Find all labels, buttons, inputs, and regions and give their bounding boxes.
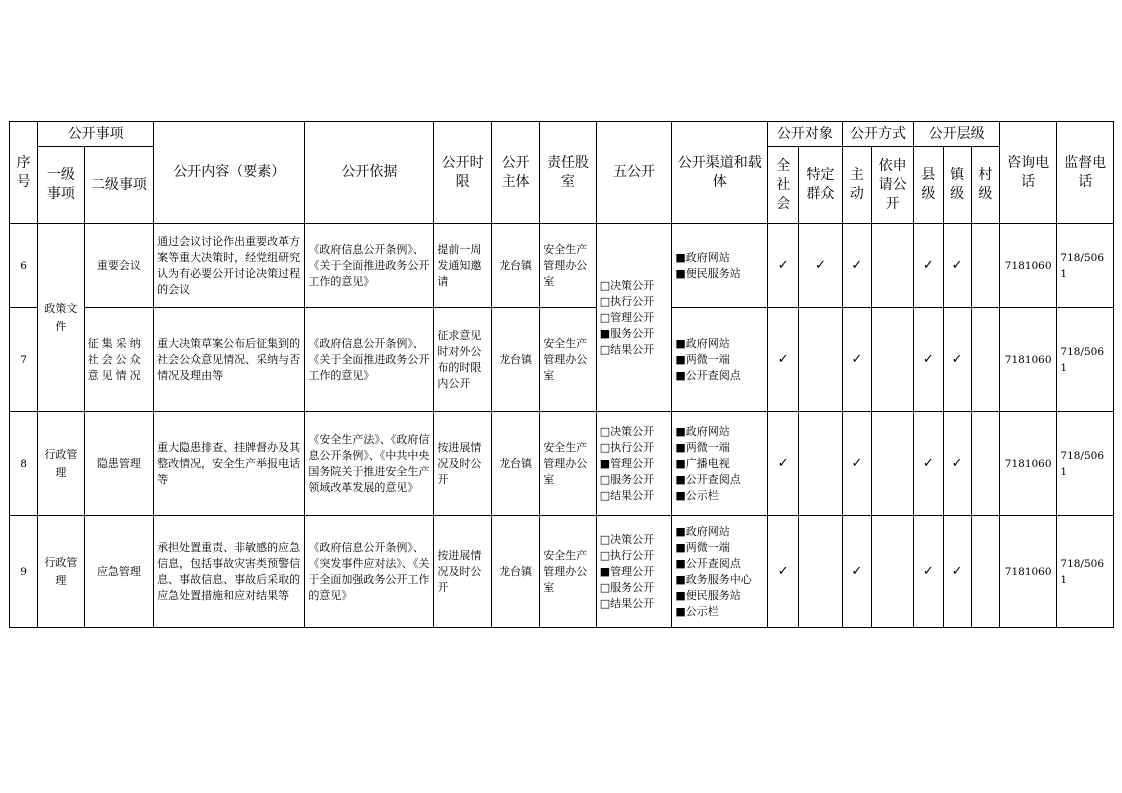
channel-item: ■两微一端: [675, 540, 730, 554]
row-level-town: ✓: [943, 412, 971, 516]
header-matters: 公开事项: [38, 122, 154, 147]
header-basis: 公开依据: [305, 122, 434, 224]
row-content: 重大决策草案公布后征集到的社会公众意见情况、采纳与否情况及理由等: [154, 308, 305, 412]
header-level-county: 县级: [914, 147, 943, 224]
header-subject: 公开主体: [491, 122, 539, 224]
five-item: □结果公开: [599, 488, 655, 502]
row-method-active: ✓: [842, 308, 871, 412]
row-target-group: ✓: [799, 224, 842, 308]
disclosure-table: [9, 121, 1114, 628]
row-period: 按进展情况及时公开: [434, 516, 491, 628]
row-level-town: ✓: [943, 224, 971, 308]
header-period: 公开时限: [434, 122, 491, 224]
channel-item: ■两微一端: [675, 440, 730, 454]
row-method-active: ✓: [842, 412, 871, 516]
row-channels: [672, 516, 768, 628]
channel-item: ■便民服务站: [675, 588, 741, 602]
row-five-disclosure: [596, 412, 672, 516]
channel-item: ■政府网站: [675, 524, 730, 538]
channel-item: ■公示栏: [675, 604, 719, 618]
row-supervise-phone: 718/5061: [1057, 224, 1114, 308]
row-content: 承担处置重责、非敏感的应急信息，包括事故灾害类预警信息、事故信息、事故后采取的应急处置措施和应对结果等: [154, 516, 305, 628]
row-level2: 征集采纳社会公众意见情况: [84, 308, 154, 412]
row-target-all: ✓: [768, 308, 799, 412]
row-method-active: ✓: [842, 224, 871, 308]
row-channels: [672, 308, 768, 412]
row-level-village: [971, 224, 999, 308]
row-level1: 行政管理: [38, 412, 84, 516]
row-channels: [672, 412, 768, 516]
row-supervise-phone: 718/5061: [1057, 308, 1114, 412]
channel-item: ■公示栏: [675, 488, 719, 502]
row-dept: 安全生产管理办公室: [540, 224, 596, 308]
five-item: ■服务公开: [599, 326, 655, 340]
row-target-all: ✓: [768, 516, 799, 628]
header-target: 公开对象: [768, 122, 843, 147]
row-level-county: ✓: [914, 224, 943, 308]
header-dept: 责任股室: [540, 122, 596, 224]
row-target-all: ✓: [768, 412, 799, 516]
header-method: 公开方式: [842, 122, 914, 147]
row-target-group: [799, 412, 842, 516]
five-item: □服务公开: [599, 580, 655, 594]
row-method-request: [871, 516, 913, 628]
row-basis: 《政府信息公开条例》、《突发事件应对法》、《关于全面加强政务公开工作的意见》: [305, 516, 434, 628]
row-level-town: ✓: [943, 308, 971, 412]
five-item: ■管理公开: [599, 564, 655, 578]
five-item: □决策公开: [599, 278, 655, 292]
row-period: 征求意见时对外公布的时限内公开: [434, 308, 491, 412]
header-method-active: 主动: [842, 147, 871, 224]
row-level-county: ✓: [914, 516, 943, 628]
row-target-group: [799, 308, 842, 412]
row-supervise-phone: 718/5061: [1057, 516, 1114, 628]
header-level-town: 镇级: [943, 147, 971, 224]
row-level-town: ✓: [943, 516, 971, 628]
row-dept: 安全生产管理办公室: [540, 516, 596, 628]
header-level1: 一级事项: [38, 147, 84, 224]
channel-item: ■政府网站: [675, 250, 730, 264]
row-target-group: [799, 516, 842, 628]
row-supervise-phone: 718/5061: [1057, 412, 1114, 516]
five-item: □决策公开: [599, 532, 655, 546]
channel-item: ■便民服务站: [675, 266, 741, 280]
five-item: □执行公开: [599, 548, 655, 562]
five-item: □结果公开: [599, 342, 655, 356]
row-channels: [672, 224, 768, 308]
table-row: [10, 412, 1114, 516]
row-level1: 行政管理: [38, 516, 84, 628]
row-consult-phone: 7181060: [999, 412, 1056, 516]
row-content: 重大隐患排查、挂牌督办及其整改情况，安全生产举报电话等: [154, 412, 305, 516]
channel-item: ■政府网站: [675, 424, 730, 438]
row-period: 提前一周发通知邀请: [434, 224, 491, 308]
header-level2: 二级事项: [84, 147, 154, 224]
header-levels: 公开层级: [914, 122, 1000, 147]
row-level2: 应急管理: [84, 516, 154, 628]
row-basis: 《政府信息公开条例》、《关于全面推进政务公开工作的意见》: [305, 308, 434, 412]
channel-item: ■政务服务中心: [675, 572, 752, 586]
row-level-county: ✓: [914, 412, 943, 516]
channel-item: ■公开查阅点: [675, 556, 741, 570]
row-dept: 安全生产管理办公室: [540, 412, 596, 516]
row-seq: 8: [10, 412, 38, 516]
row-subject: 龙台镇: [491, 412, 539, 516]
header-five: 五公开: [596, 122, 672, 224]
header-target-all: 全社会: [768, 147, 799, 224]
header-seq: 序号: [10, 122, 38, 224]
row-target-all: ✓: [768, 224, 799, 308]
row-consult-phone: 7181060: [999, 308, 1056, 412]
row-subject: 龙台镇: [491, 224, 539, 308]
header-level-village: 村级: [971, 147, 999, 224]
row-level1: 政策文件: [38, 224, 84, 412]
table-row: [10, 224, 1114, 308]
channel-item: ■广播电视: [675, 456, 730, 470]
row-level2: 隐患管理: [84, 412, 154, 516]
channel-item: ■两微一端: [675, 352, 730, 366]
row-method-active: ✓: [842, 516, 871, 628]
row-method-request: [871, 412, 913, 516]
row-content: 通过会议讨论作出重要改革方案等重大决策时，经党组研究认为有必要公开讨论决策过程的会议: [154, 224, 305, 308]
channel-item: ■公开查阅点: [675, 368, 741, 382]
row-seq: 9: [10, 516, 38, 628]
row-level-county: ✓: [914, 308, 943, 412]
row-consult-phone: 7181060: [999, 224, 1056, 308]
row-dept: 安全生产管理办公室: [540, 308, 596, 412]
row-method-request: [871, 224, 913, 308]
header-consult: 咨询电话: [999, 122, 1056, 224]
five-item: □执行公开: [599, 294, 655, 308]
header-content: 公开内容（要素）: [154, 122, 305, 224]
five-item: □决策公开: [599, 424, 655, 438]
row-level-village: [971, 308, 999, 412]
five-item: □管理公开: [599, 310, 655, 324]
row-basis: 《政府信息公开条例》、《关于全面推进政务公开工作的意见》: [305, 224, 434, 308]
row-subject: 龙台镇: [491, 516, 539, 628]
five-item: □执行公开: [599, 440, 655, 454]
header-channel: 公开渠道和载体: [672, 122, 768, 224]
row-level2: 重要会议: [84, 224, 154, 308]
five-item: ■管理公开: [599, 456, 655, 470]
row-five-disclosure: [596, 224, 672, 412]
channel-item: ■公开查阅点: [675, 472, 741, 486]
row-seq: 6: [10, 224, 38, 308]
row-period: 按进展情况及时公开: [434, 412, 491, 516]
row-subject: 龙台镇: [491, 308, 539, 412]
five-item: □结果公开: [599, 596, 655, 610]
row-consult-phone: 7181060: [999, 516, 1056, 628]
row-method-request: [871, 308, 913, 412]
row-level-village: [971, 516, 999, 628]
table-row: [10, 308, 1114, 412]
header-target-group: 特定群众: [799, 147, 842, 224]
channel-item: ■政府网站: [675, 336, 730, 350]
row-basis: 《安全生产法》、《政府信息公开条例》、《中共中央 国务院关于推进安全生产领域改革发展的意见》: [305, 412, 434, 516]
row-five-disclosure: [596, 516, 672, 628]
header-method-request: 依申请公开: [871, 147, 913, 224]
row-level-village: [971, 412, 999, 516]
five-item: □服务公开: [599, 472, 655, 486]
header-supervise: 监督电话: [1057, 122, 1114, 224]
row-seq: 7: [10, 308, 38, 412]
table-row: [10, 516, 1114, 628]
